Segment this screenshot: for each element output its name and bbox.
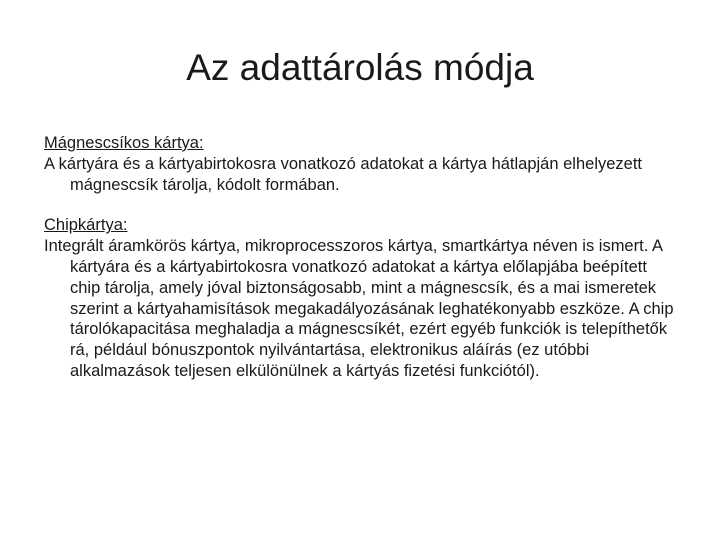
slide-title: Az adattárolás módja [186,47,534,88]
section-heading-magnetic-stripe: Mágnescsíkos kártya: [44,134,204,152]
section-magnetic-stripe-card [44,133,680,195]
section-chip-card [44,215,680,381]
section-text-magnetic-stripe: A kártyára és a kártyabirtokosra vonatkozó adatokat a kártya hátlapján elhelyezett mágnescsík tárolja, kódolt formában. [44,154,643,194]
section-heading-chip-card: Chipkártya: [44,216,128,235]
section-text-chip-card: Integrált áramkörös kártya, mikroprocesszoros kártya, smartkártya néven is ismert. A kártyára és a kártyabirtokosra vonatkozó adatokat a kártya előlapjába beépített chip tárolja, amely jóval biztonságosabb, mint a mágnescsík, és a mai ismeretek szerint a kártyahamisítások megakadályozásának leghatékonyabb eszköze. A chip tárolókapacitása meghaladja a mágnescsíkét, ezért egyéb funkciók is telepíthetők rá, például bónuszpontok nyilvántartása, elektronikus aláírás (ez utóbbi alkalmazások teljesen elkülönülnek a kártyás fizetési funkciótól). [44,237,674,380]
slide-content [44,133,680,382]
